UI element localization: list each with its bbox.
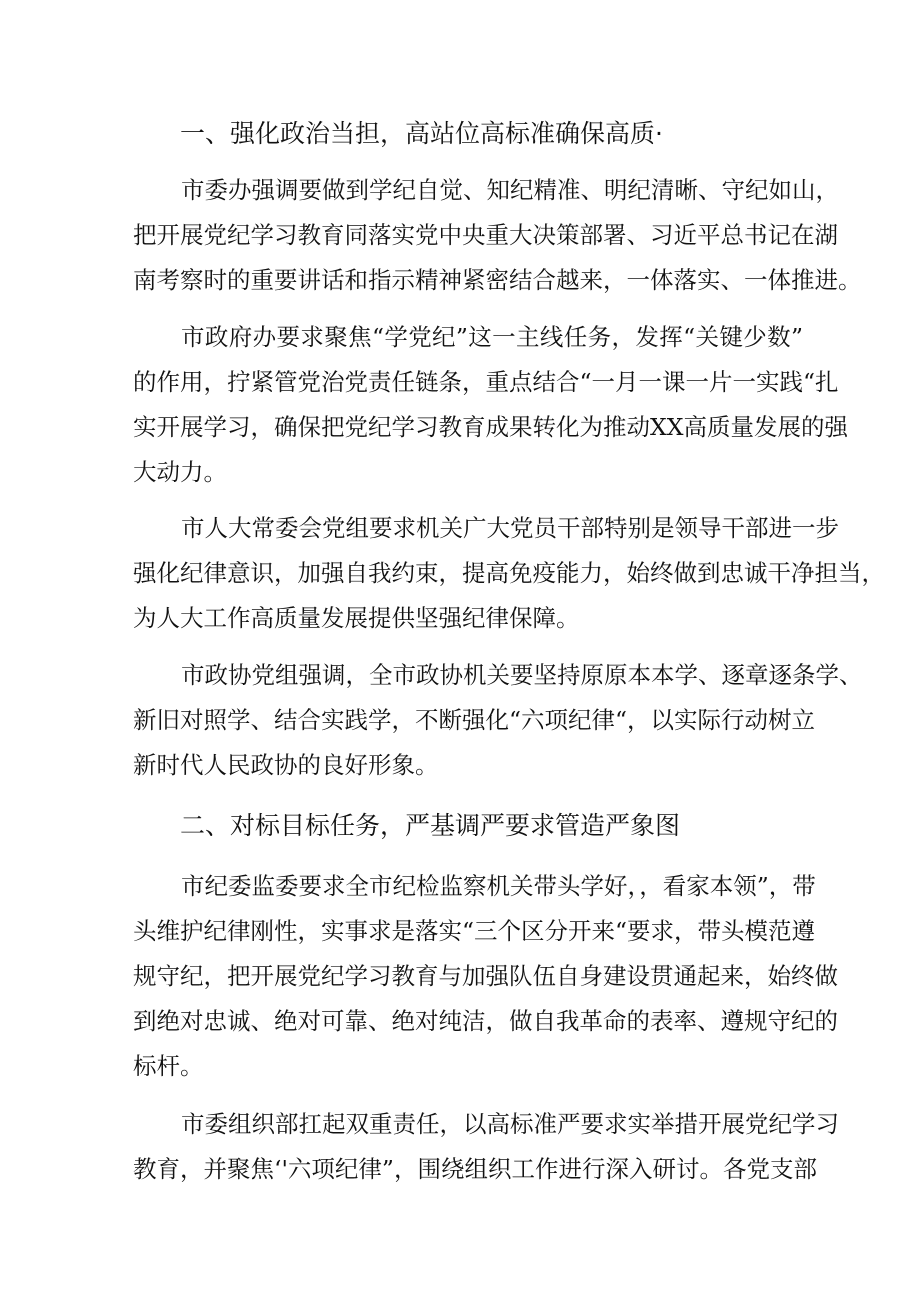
paragraph-line: 强化纪律意识，加强自我约束，提高免疫能力，始终做到忠诚干净担当， [133,559,885,587]
section-heading-1: 一、强化政治当担，高站位高标准确保高质· [180,119,663,148]
paragraph-line: 头维护纪律刚性，实事求是落实“三个区分开来“要求，带头模范遵 [133,917,816,945]
paragraph-line: 为人大工作高质量发展提供坚强纪律保障。 [133,604,580,632]
paragraph-4 [133,653,863,788]
section-heading-2: 二、对标目标任务，严基调严要求管造严象图 [180,811,681,840]
paragraph-line: 标杆。 [133,1052,204,1080]
paragraph-line: 新旧对照学、结合实践学，不断强化“六项纪律“，以实际行动树立 [133,706,816,734]
paragraph-1 [133,168,862,303]
paragraph-line: 南考察时的重要讲话和指示精神紧密结合越来，一体落实、一体推进。 [133,266,862,294]
paragraph-line: 市委办强调要做到学纪自觉、知纪精准、明纪清晰、守纪如山， [181,176,839,204]
paragraph-line: 大动力。 [133,458,227,486]
paragraph-line: 规守纪，把开展党纪学习教育与加强队伍自身建设贯通起来，始终做 [133,962,838,990]
paragraph-line: 教育，并聚焦‘'六项纪律”，围绕组织工作进行深入研讨。各党支部 [133,1155,817,1183]
paragraph-line: 市纪委监委要求全市纪检监察机关带头学好，，看家本领”，带 [181,872,816,900]
paragraph-line: 市委组织部扛起双重责任，以高标准严要求实举措开展党纪学习 [181,1110,839,1138]
paragraph-line: 实开展学习，确保把党纪学习教育成果转化为推动XX高质量发展的强 [133,413,848,441]
paragraph-5 [133,864,838,1089]
paragraph-6 [133,1102,839,1192]
paragraph-line: 市政府办要求聚焦“学党纪”这一主线任务，发挥“关键少数” [181,323,803,351]
paragraph-2 [133,315,848,495]
paragraph-line: 新时代人民政协的良好形象。 [133,751,439,779]
paragraph-line: 市人大常委会党组要求机关广大党员干部特别是领导干部进一步 [181,514,839,542]
paragraph-line: 到绝对忠诚、绝对可靠、绝对纯洁，做自我革命的表率、遵规守纪的 [133,1007,838,1035]
paragraph-3 [133,506,885,641]
paragraph-line: 的作用，拧紧管党治党责任链条，重点结合“一月一课一片一实践“扎 [133,368,839,396]
paragraph-line: 市政协党组强调，全市政协机关要坚持原原本本学、逐章逐条学、 [181,661,863,689]
paragraph-line: 把开展党纪学习教育同落实党中央重大决策部署、习近平总书记在湖 [133,221,838,249]
